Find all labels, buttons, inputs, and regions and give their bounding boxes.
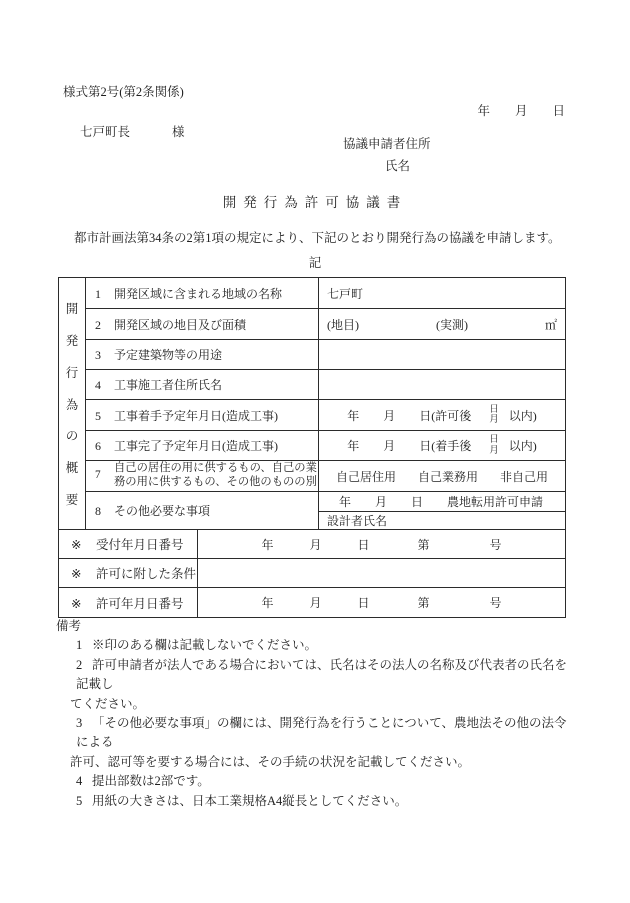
option-self-business: 自己業務用 bbox=[418, 469, 479, 484]
table-row bbox=[59, 461, 566, 492]
remarks-section bbox=[56, 617, 578, 811]
measured-label: (実測) bbox=[436, 317, 468, 332]
option-non-self: 非自己用 bbox=[500, 469, 549, 484]
day-month-stack: 日 月 bbox=[489, 435, 499, 456]
ki-heading: 記 bbox=[308, 256, 322, 270]
remark-item: 2 許可申請者が法人である場合においては、氏名はその法人の名称及び代表者の氏名を記載し bbox=[76, 657, 568, 692]
table-row bbox=[59, 559, 566, 588]
table-row bbox=[59, 588, 566, 618]
office-row2-label: ※ 許可に附した条件 bbox=[59, 559, 198, 588]
form-number: 様式第2号(第2条関係) bbox=[63, 85, 184, 99]
day-month-stack: 日 月 bbox=[489, 404, 499, 425]
remark-item: 3 「その他必要な事項」の欄には、開発行為を行うことについて、農地法その他の法令による bbox=[76, 716, 567, 750]
office-row3-value: 年 月 日 第 号 bbox=[198, 588, 566, 618]
row5-value: 年 月 日(許可後 日 月 以内) bbox=[319, 400, 566, 431]
office-row3-label: ※ 許可年月日番号 bbox=[59, 588, 198, 618]
document-title: 開発行為許可協議書 bbox=[222, 195, 408, 210]
row8-label: 8 その他必要な事項 bbox=[86, 492, 319, 530]
intro-paragraph: 都市計画法第34条の2第1項の規定により、下記のとおり開発行為の協議を申請します。 bbox=[74, 231, 561, 245]
applicant-name-label: 氏名 bbox=[385, 159, 411, 173]
office-row1-label: ※ 受付年月日番号 bbox=[59, 530, 198, 559]
remark-item-continuation: てください。 bbox=[70, 696, 146, 711]
row3-value bbox=[319, 340, 566, 370]
remark-item: 4 提出部数は2部です。 bbox=[76, 774, 210, 789]
option-self-residence: 自己居住用 bbox=[336, 469, 397, 484]
row4-label: 4 工事施工者住所氏名 bbox=[86, 370, 319, 400]
table-row bbox=[59, 530, 566, 559]
land-category-label: (地目) bbox=[327, 317, 360, 332]
application-table bbox=[58, 277, 566, 618]
row6-label: 6 工事完了予定年月日(造成工事) bbox=[86, 431, 319, 461]
addressee-line bbox=[80, 122, 185, 140]
remark-item: 1 ※印のある欄は記載しないでください。 bbox=[76, 638, 318, 653]
table-row bbox=[59, 370, 566, 400]
reference-mark: ※ bbox=[71, 596, 82, 611]
table-row bbox=[59, 492, 566, 512]
row7-value bbox=[319, 461, 566, 492]
reference-mark: ※ bbox=[71, 567, 82, 581]
row5-label: 5 工事着手予定年月日(造成工事) bbox=[86, 400, 319, 431]
row2-label: 2 開発区域の地目及び面積 bbox=[86, 309, 319, 340]
row3-label: 3 予定建築物等の用途 bbox=[86, 340, 319, 370]
reference-mark: ※ bbox=[71, 538, 82, 552]
remarks-heading: 備考 bbox=[56, 619, 82, 633]
row1-value: 七戸町 bbox=[319, 278, 566, 309]
square-meter-unit: ㎡ bbox=[544, 317, 557, 332]
header-date-line: 年 月 日 bbox=[477, 104, 565, 118]
table-row bbox=[59, 431, 566, 461]
row1-label: 1 開発区域に含まれる地域の名称 bbox=[86, 278, 319, 309]
table-row bbox=[59, 400, 566, 431]
remark-item-continuation: 許可、認可等を要する場合には、その手続の状況を記載してください。 bbox=[70, 754, 471, 769]
row8-value-top: 年 月 日 農地転用許可申請 bbox=[319, 492, 566, 512]
office-row1-value: 年 月 日 第 号 bbox=[198, 530, 566, 559]
table-row bbox=[59, 309, 566, 340]
row2-value bbox=[319, 309, 566, 340]
side-vertical-label: 開 発 行 為 の 概 要 bbox=[59, 278, 86, 530]
honorific: 様 bbox=[172, 125, 185, 139]
row8-value-bottom: 設計者氏名 bbox=[319, 512, 566, 530]
addressee: 七戸町長 bbox=[80, 125, 131, 139]
table-row bbox=[59, 278, 566, 309]
office-row2-value bbox=[198, 559, 566, 588]
remark-item: 5 用紙の大きさは、日本工業規格A4縦長としてください。 bbox=[76, 793, 408, 808]
row4-value bbox=[319, 370, 566, 400]
applicant-address-label: 協議申請者住所 bbox=[343, 137, 431, 151]
table-row bbox=[59, 340, 566, 370]
row7-label: 7 自己の居住の用に供するもの、自己の業務の用に供するもの、その他のものの別 bbox=[86, 461, 319, 492]
row6-value: 年 月 日(着手後 日 月 以内) bbox=[319, 431, 566, 461]
